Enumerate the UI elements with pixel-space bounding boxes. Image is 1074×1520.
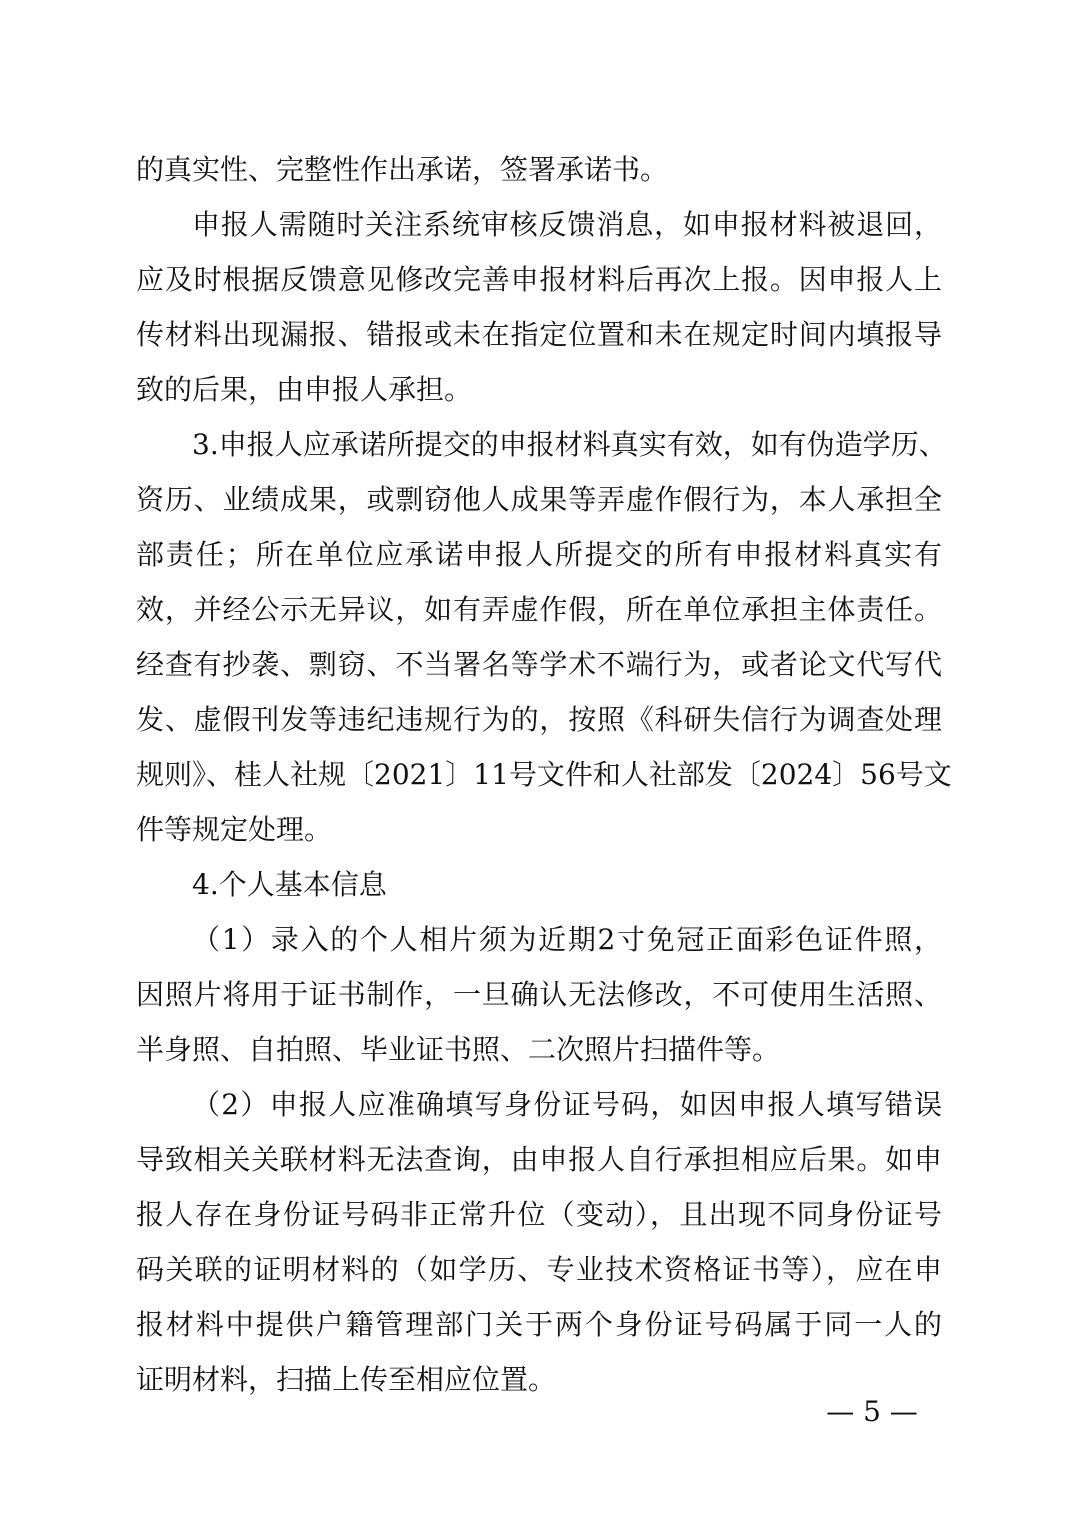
text-line: 应及时根据反馈意见修改完善申报材料后再次上报。因申报人上 xyxy=(136,263,942,296)
text-line: 报人存在身份证号码非正常升位（变动），且出现不同身份证号 xyxy=(136,1198,942,1231)
text-line: 部责任；所在单位应承诺申报人所提交的所有申报材料真实有 xyxy=(136,538,942,571)
text-line: （1）录入的个人相片须为近期2寸免冠正面彩色证件照， xyxy=(192,923,942,956)
text-line: 效，并经公示无异议，如有弄虚作假，所在单位承担主体责任。 xyxy=(136,593,942,626)
page-number: — 5 — xyxy=(826,1395,918,1428)
text-line: 件等规定处理。 xyxy=(136,813,333,846)
text-line: 半身照、自拍照、毕业证书照、二次照片扫描件等。 xyxy=(136,1033,781,1066)
text-line: 经查有抄袭、剽窃、不当署名等学术不端行为，或者论文代写代 xyxy=(136,648,942,681)
text-line: 资历、业绩成果，或剽窃他人成果等弄虚作假行为，本人承担全 xyxy=(136,483,942,516)
text-line: 码关联的证明材料的（如学历、专业技术资格证书等），应在申 xyxy=(136,1253,942,1286)
text-line: 因照片将用于证书制作，一旦确认无法修改，不可使用生活照、 xyxy=(136,978,942,1011)
text-line: 传材料出现漏报、错报或未在指定位置和未在规定时间内填报导 xyxy=(136,318,942,351)
text-line: 证明材料，扫描上传至相应位置。 xyxy=(136,1363,557,1396)
text-line: 致的后果，由申报人承担。 xyxy=(136,373,473,406)
text-line: （2）申报人应准确填写身份证号码，如因申报人填写错误 xyxy=(192,1088,942,1121)
text-line: 报材料中提供户籍管理部门关于两个身份证号码属于同一人的 xyxy=(136,1308,942,1341)
text-line: 3.申报人应承诺所提交的申报材料真实有效，如有伪造学历、 xyxy=(192,428,947,461)
text-line: 规则》、桂人社规〔2021〕11号文件和人社部发〔2024〕56号文 xyxy=(136,758,952,791)
text-line: 发、虚假刊发等违纪违规行为的，按照《科研失信行为调查处理 xyxy=(136,703,942,736)
text-line: 的真实性、完整性作出承诺，签署承诺书。 xyxy=(136,153,669,186)
text-line: 导致相关关联材料无法查询，由申报人自行承担相应后果。如申 xyxy=(136,1143,942,1176)
body-text xyxy=(136,142,952,1407)
text-line: 申报人需随时关注系统审核反馈消息，如申报材料被退回， xyxy=(192,208,942,241)
section-heading: 4.个人基本信息 xyxy=(192,868,387,901)
